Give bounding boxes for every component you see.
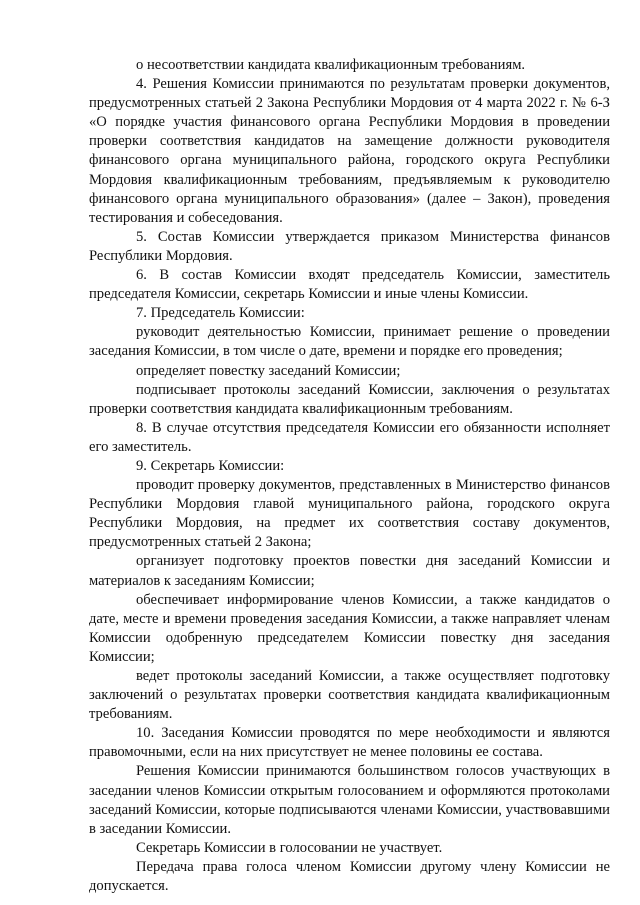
- document-body: [89, 56, 610, 896]
- paragraph-item-9-heading: 9. Секретарь Комиссии:: [136, 457, 285, 474]
- paragraph-item-6: 6. В состав Комиссии входят председатель Комиссии, заместитель председателя Комиссии, секретарь Комиссии и иные члены Комиссии.: [89, 267, 610, 303]
- paragraph-secretary-duty-2: организует подготовку проектов повестки дня заседаний Комиссии и материалов к заседаниям Комиссии;: [89, 553, 610, 589]
- paragraph-decisions: Решения Комиссии принимаются большинством голосов участвующих в заседании членов Комиссии открытым голосованием и оформляются протоколами заседаний Комиссии, которые подписываются членами Комиссии, участвовавшими в заседании Комиссии.: [89, 763, 610, 837]
- paragraph-secretary-no-vote: Секретарь Комиссии в голосовании не участвует.: [136, 839, 443, 856]
- paragraph-secretary-duty-3: обеспечивает информирование членов Комиссии, а также кандидатов о дате, месте и времени проведения заседания Комиссии, а также направляет членам Комиссии одобренную председателем Комиссии повестку дня заседания Комиссии;: [89, 591, 610, 665]
- paragraph-secretary-duty-1: проводит проверку документов, представленных в Министерство финансов Республики Мордовия главой муниципального района, городского округа Республики Мордовия, на предмет их соответствия составу документов, предусмотренных статьей 2 Закона;: [89, 477, 610, 551]
- paragraph-chairman-duty-1: руководит деятельностью Комиссии, принимает решение о проведении заседания Комиссии, в том числе о дате, времени и порядке его проведения;: [89, 324, 610, 360]
- paragraph-chairman-duty-3: подписывает протоколы заседаний Комиссии, заключения о результатах проверки соответствия кандидата квалификационным требованиям.: [89, 381, 610, 417]
- paragraph-continuation: о несоответствии кандидата квалификационным требованиям.: [136, 57, 526, 73]
- paragraph-item-8: 8. В случае отсутствия председателя Комиссии его обязанности исполняет его заместитель.: [89, 419, 610, 455]
- paragraph-chairman-duty-2: определяет повестку заседаний Комиссии;: [136, 362, 401, 379]
- paragraph-secretary-duty-4: ведет протоколы заседаний Комиссии, а также осуществляет подготовку заключений о результатах проверки соответствия кандидата квалификационным требованиям.: [89, 668, 610, 723]
- paragraph-item-4: 4. Решения Комиссии принимаются по результатам проверки документов, предусмотренных статьей 2 Закона Республики Мордовия от 4 марта 2022 г. № 6-З «О порядке участия финансового органа Республики Мордовия в проведении проверки соответствия кандидатов на замещение должности руководителя финансового органа муниципального района, городского округа Республики Мордовия квалификационным требованиям, предъявляемым к руководителю финансового органа муниципального образования» (далее – Закон), проведения тестирования и собеседования.: [89, 76, 610, 226]
- paragraph-item-10: 10. Заседания Комиссии проводятся по мере необходимости и являются правомочными, если на них присутствует не менее половины ее состава.: [89, 725, 610, 761]
- paragraph-vote-transfer: Передача права голоса членом Комиссии другому члену Комиссии не допускается.: [89, 858, 610, 895]
- paragraph-item-7-heading: 7. Председатель Комиссии:: [136, 305, 305, 322]
- paragraph-item-5: 5. Состав Комиссии утверждается приказом Министерства финансов Республики Мордовия.: [89, 228, 610, 264]
